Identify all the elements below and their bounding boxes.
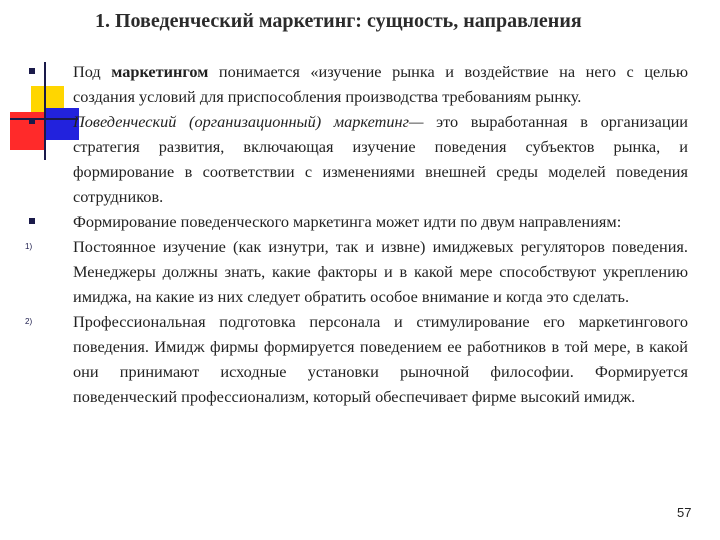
list-item — [25, 309, 688, 409]
item-text: это выработанная в организации стратегия развития, включающая изучение поведения субъектов рынка, и формирование в соответствии с изменениями внешней среды моделей поведения сотрудников. — [73, 112, 688, 206]
item-text: Формирование поведенческого маркетинга может идти по двум направлениям: — [73, 212, 622, 231]
item-text: Профессиональная подготовка персонала и стимулирование его маркетингового поведения. Имидж фирмы формируется поведением ее работников в той мере, в какой они принимают исходные установки рыночной философии. Формируется поведенческий профессионализм, который обеспечивает фирме высокий имидж. — [73, 312, 688, 406]
numbered-bullet: 2) — [25, 317, 33, 326]
slide-content — [25, 59, 688, 409]
square-bullet-icon — [29, 118, 35, 124]
square-bullet-icon — [29, 68, 35, 74]
page-number: 57 — [677, 505, 692, 520]
list-item — [73, 209, 688, 234]
item-text-prefix: Под — [73, 62, 112, 81]
item-text: понимается «изучение рынка и воздействие на него с целью создания условий для приспособления производства требованиям рынку. — [73, 62, 688, 106]
item-text-bold: маркетингом — [111, 62, 209, 81]
item-text-italic: Поведенческий (организационный) маркетинг— — [73, 112, 424, 131]
slide-title: 1. Поведенческий маркетинг: сущность, направления — [95, 10, 582, 32]
square-bullet-icon — [29, 218, 35, 224]
vertical-line-decoration — [44, 62, 46, 160]
numbered-bullet: 1) — [25, 242, 33, 251]
list-item — [25, 234, 688, 309]
list-item — [73, 59, 688, 109]
item-text: Постоянное изучение (как изнутри, так и извне) имиджевых регуляторов поведения. Менеджеры должны знать, какие факторы и в какой мере способствуют укреплению имиджа, на какие из них следует обратить особое внимание и когда это сделать. — [73, 237, 688, 306]
list-item — [73, 109, 688, 209]
